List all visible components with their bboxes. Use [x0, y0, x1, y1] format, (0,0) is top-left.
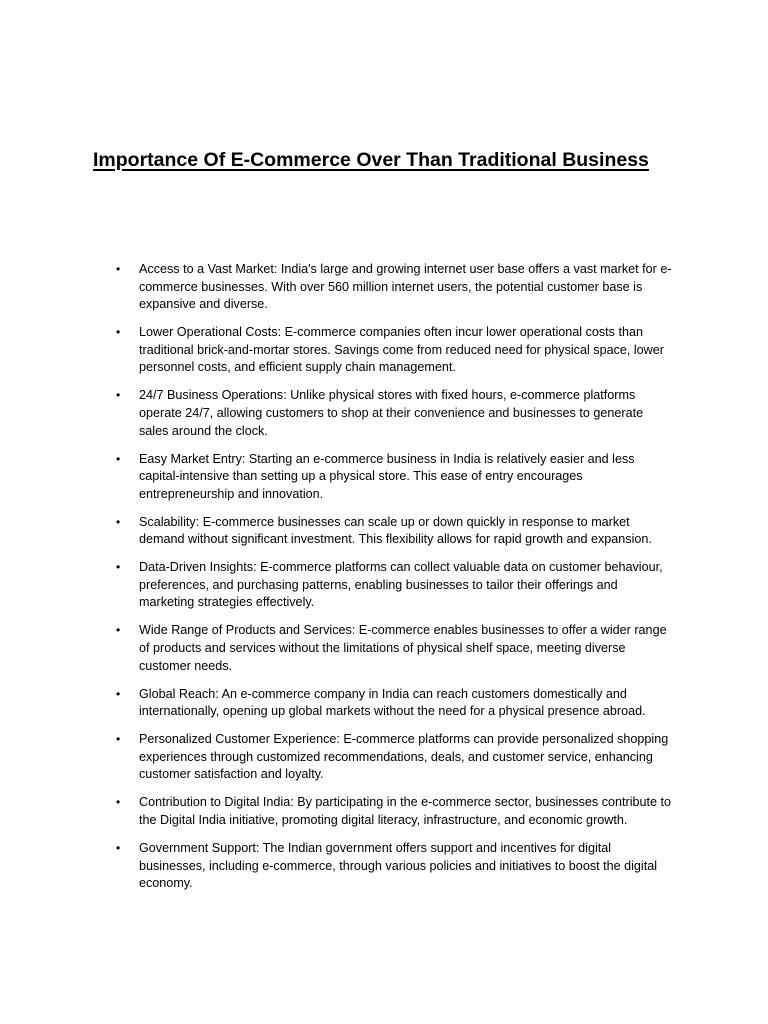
list-item [110, 559, 675, 612]
bullet-icon: • [116, 623, 121, 638]
bullet-icon: • [116, 686, 121, 701]
list-item [110, 840, 675, 893]
list-item [110, 324, 675, 377]
bullet-icon: • [116, 840, 121, 855]
list-item-text: Lower Operational Costs: E-commerce companies often incur lower operational costs than traditional brick-and-mortar stores. Savings come from reduced need for physical space, lower personnel costs, and efficient supply chain management. [139, 325, 664, 375]
bullet-icon: • [116, 732, 121, 747]
list-item [110, 686, 675, 721]
list-item [110, 514, 675, 549]
bullet-icon: • [116, 262, 121, 276]
list-item [110, 731, 675, 784]
list-item [110, 794, 675, 829]
list-item [110, 261, 675, 314]
list-item-text: Wide Range of Products and Services: E-commerce enables businesses to offer a wider range of products and services without the limitations of physical shelf space, meeting diverse customer needs. [139, 623, 667, 673]
list-item-text: Data-Driven Insights: E-commerce platforms can collect valuable data on customer behaviour, preferences, and purchasing patterns, enabling businesses to tailor their offerings and marketing strategies effectively. [139, 560, 663, 610]
list-item-text: Global Reach: An e-commerce company in India can reach customers domestically and internationally, opening up global markets without the need for a physical presence abroad. [139, 686, 646, 719]
list-item-text: Access to a Vast Market: India's large and growing internet user base offers a vast market for e-commerce businesses. With over 560 million internet users, the potential customer base is expansive and diverse. [139, 262, 672, 312]
bullet-icon: • [116, 795, 121, 810]
bullet-icon: • [116, 514, 121, 529]
list-item-text: Easy Market Entry: Starting an e-commerce business in India is relatively easier and less capital-intensive than setting up a physical store. This ease of entry encourages entrepreneurship and innovation. [139, 451, 635, 501]
list-item [110, 622, 675, 675]
bullet-icon: • [116, 451, 121, 466]
list-item-text: Government Support: The Indian government offers support and incentives for digital businesses, including e-commerce, through various policies and initiatives to boost the digital economy. [139, 840, 658, 891]
bullet-list [110, 261, 675, 903]
list-item-text: 24/7 Business Operations: Unlike physical stores with fixed hours, e-commerce platforms operate 24/7, allowing customers to shop at their convenience and businesses to generate sales around the clock. [139, 388, 644, 438]
list-item-text: Contribution to Digital India: By participating in the e-commerce sector, businesses contribute to the Digital India initiative, promoting digital literacy, infrastructure, and economic growth. [139, 795, 672, 827]
bullet-icon: • [116, 560, 121, 575]
list-item [110, 387, 675, 440]
list-item-text: Personalized Customer Experience: E-commerce platforms can provide personalized shopping experiences through customized recommendations, deals, and customer service, enhancing customer satisfaction and loyalty. [139, 732, 669, 782]
document-title: Importance Of E-Commerce Over Than Traditional Business [93, 149, 649, 171]
bullet-icon: • [116, 388, 121, 403]
bullet-icon: • [116, 325, 121, 340]
list-item [110, 451, 675, 504]
list-item-text: Scalability: E-commerce businesses can scale up or down quickly in response to market demand without significant investment. This flexibility allows for rapid growth and expansion. [139, 514, 652, 547]
